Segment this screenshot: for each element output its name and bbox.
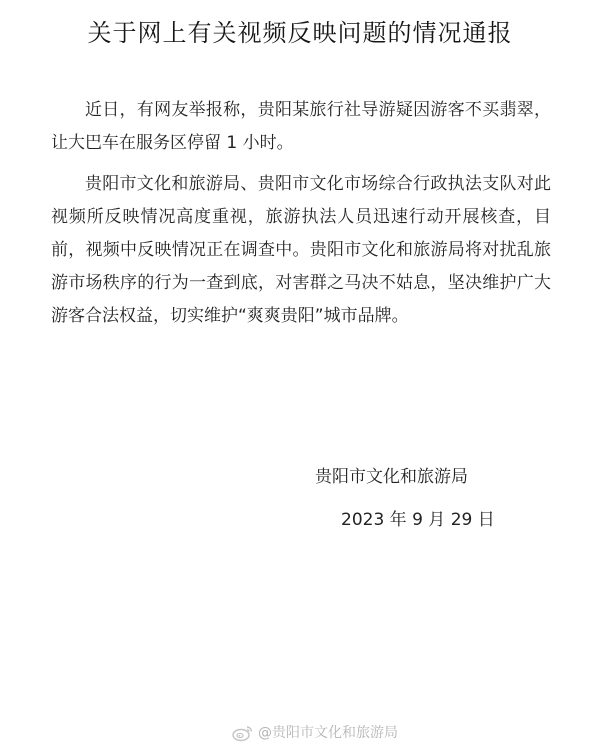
signature-date: 2023 年 9 月 29 日	[341, 510, 495, 530]
paragraph-1: 近日，有网友举报称，贵阳某旅行社导游疑因游客不买翡翠，让大巴车在服务区停留 1 小时。	[51, 100, 551, 153]
signature-organization: 贵阳市文化和旅游局	[315, 467, 468, 487]
paragraph-2: 贵阳市文化和旅游局、贵阳市文化市场综合行政执法支队对此视频所反映情况高度重视，旅游执法人员迅速行动开展核查，目前，视频中反映情况正在调查中。贵阳市文化和旅游局将对扰乱旅游市场秩序的行为一查到底，对害群之马决不姑息，坚决维护广大游客合法权益，切实维护“爽爽贵阳”城市品牌。	[51, 174, 551, 326]
document-body	[51, 94, 551, 341]
watermark-text: @贵阳市文化和旅游局	[258, 725, 398, 741]
weibo-icon	[232, 724, 254, 742]
weibo-watermark	[232, 721, 398, 745]
document-title: 关于网上有关视频反映问题的情况通报	[87, 19, 513, 47]
